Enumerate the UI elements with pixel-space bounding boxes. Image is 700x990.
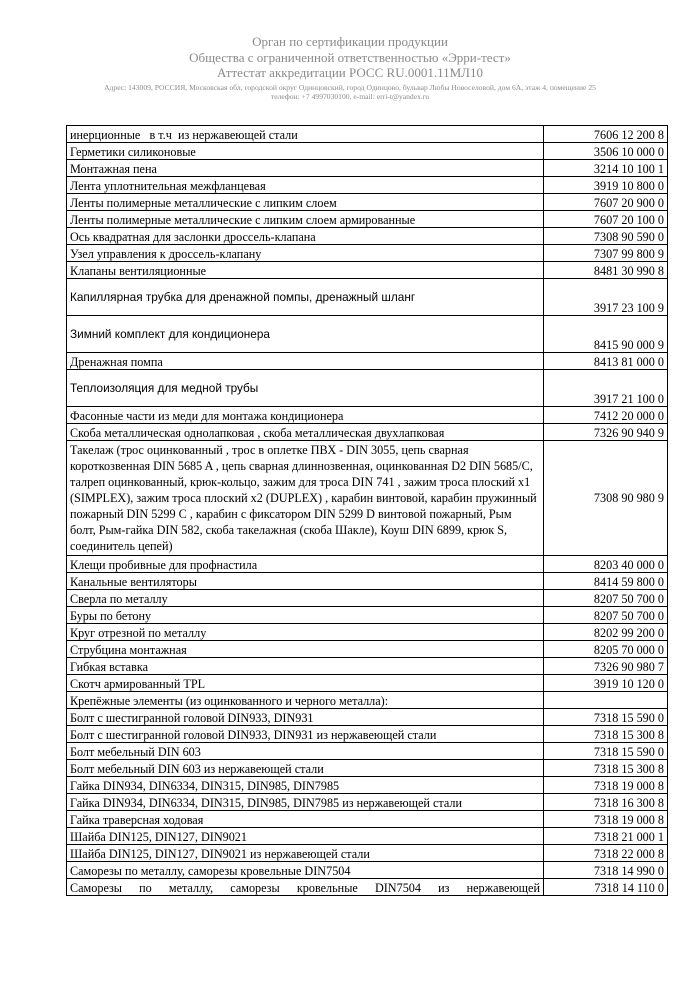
product-name-cell: Буры по бетону xyxy=(67,607,544,624)
table-row xyxy=(67,407,668,424)
tn-ved-code-cell: 7318 19 000 8 xyxy=(544,811,668,828)
tn-ved-code-cell: 7318 15 300 8 xyxy=(544,760,668,777)
header-organ-title: Орган по сертификации продукции xyxy=(252,34,448,49)
table-row xyxy=(67,607,668,624)
tn-ved-code-cell: 7318 15 590 0 xyxy=(544,743,668,760)
table-row xyxy=(67,879,668,896)
tn-ved-code-cell: 8203 40 000 0 xyxy=(544,556,668,573)
header-contacts: телефон: +7 4997030100, e-mail: erri-t@yandex.ru xyxy=(270,92,430,101)
product-name-cell: Круг отрезной по металлу xyxy=(67,624,544,641)
table-row xyxy=(67,573,668,590)
product-name-cell: Гайка DIN934, DIN6334, DIN315, DIN985, DIN7985 xyxy=(67,777,544,794)
table-row xyxy=(67,316,668,353)
product-name-cell: Теплоизоляция для медной трубы xyxy=(67,370,544,407)
table-row xyxy=(67,245,668,262)
table-row xyxy=(67,641,668,658)
table-row xyxy=(67,279,668,316)
product-code-table xyxy=(66,125,668,896)
tn-ved-code-cell: 7318 15 590 0 xyxy=(544,709,668,726)
product-name-cell: Саморезы по металлу, саморезы кровельные DIN7504 xyxy=(67,862,544,879)
product-name-cell: Узел управления к дроссель-клапану xyxy=(67,245,544,262)
tn-ved-code-cell: 7606 12 200 8 xyxy=(544,126,668,143)
tn-ved-code-cell: 7308 90 590 0 xyxy=(544,228,668,245)
table-row xyxy=(67,194,668,211)
table-row xyxy=(67,143,668,160)
table-row xyxy=(67,370,668,407)
product-name-cell: Болт мебельный DIN 603 из нержавеющей стали xyxy=(67,760,544,777)
product-name-cell: Ленты полимерные металлические с липким слоем xyxy=(67,194,544,211)
tn-ved-code-cell: 7326 90 980 7 xyxy=(544,658,668,675)
tn-ved-code-cell: 8207 50 700 0 xyxy=(544,590,668,607)
table-row xyxy=(67,441,668,556)
product-rows xyxy=(67,126,668,896)
product-name-cell: Гайка DIN934, DIN6334, DIN315, DIN985, DIN7985 из нержавеющей стали xyxy=(67,794,544,811)
header-address: Адрес: 143009, РОССИЯ, Московская обл, городской округ Одинцовский, город Одинцово, бульвар Любы Новоселовой, дом 6А, этаж 4, помещение 25 xyxy=(104,82,596,92)
table-row xyxy=(67,177,668,194)
product-name-cell: Клещи пробивные для профнастила xyxy=(67,556,544,573)
table-row xyxy=(67,228,668,245)
header-accreditation: Аттестат аккредитации РОСС RU.0001.11МЛ10 xyxy=(217,65,483,80)
table-row xyxy=(67,709,668,726)
product-name-cell: Гайка траверсная ходовая xyxy=(67,811,544,828)
product-name-cell: Скотч армированный TPL xyxy=(67,675,544,692)
table-row xyxy=(67,556,668,573)
tn-ved-code-cell: 3506 10 000 0 xyxy=(544,143,668,160)
product-name-cell: Дренажная помпа xyxy=(67,353,544,370)
tn-ved-code-cell: 7318 14 990 0 xyxy=(544,862,668,879)
product-name-cell: Зимний комплект для кондиционера xyxy=(67,316,544,353)
table-row xyxy=(67,862,668,879)
table-row xyxy=(67,424,668,441)
table-row xyxy=(67,760,668,777)
table-row xyxy=(67,211,668,228)
header-company-name: Общества с ограниченной ответственностью «Эрри-тест» xyxy=(189,49,511,65)
tn-ved-code-cell: 8202 99 200 0 xyxy=(544,624,668,641)
tn-ved-code-cell: 8481 30 990 8 xyxy=(544,262,668,279)
tn-ved-code-cell: 3919 10 800 0 xyxy=(544,177,668,194)
tn-ved-code-cell: 3917 21 100 0 xyxy=(544,370,668,407)
product-name-cell: Струбцина монтажная xyxy=(67,641,544,658)
product-name-cell: Ленты полимерные металлические с липким слоем армированные xyxy=(67,211,544,228)
certification-body-header xyxy=(60,34,640,102)
product-name-cell: Шайба DIN125, DIN127, DIN9021 из нержавеющей стали xyxy=(67,845,544,862)
product-name-cell: Капиллярная трубка для дренажной помпы, дренажный шланг xyxy=(67,279,544,316)
table-row xyxy=(67,262,668,279)
product-name-cell: инерционные в т.ч из нержавеющей стали xyxy=(67,126,544,143)
tn-ved-code-cell: 8205 70 000 0 xyxy=(544,641,668,658)
table-row xyxy=(67,726,668,743)
table-row xyxy=(67,353,668,370)
tn-ved-code-cell: 7318 14 110 0 xyxy=(544,879,668,896)
product-name-cell: Болт мебельный DIN 603 xyxy=(67,743,544,760)
table-row xyxy=(67,743,668,760)
tn-ved-code-cell: 7318 16 300 8 xyxy=(544,794,668,811)
product-name-cell: Клапаны вентиляционные xyxy=(67,262,544,279)
tn-ved-code-cell: 7412 20 000 0 xyxy=(544,407,668,424)
product-name-cell: Болт с шестигранной головой DIN933, DIN931 из нержавеющей стали xyxy=(67,726,544,743)
tn-ved-code-cell: 8207 50 700 0 xyxy=(544,607,668,624)
product-name-cell: Ось квадратная для заслонки дроссель-клапана xyxy=(67,228,544,245)
table-row xyxy=(67,658,668,675)
product-name-cell: Сверла по металлу xyxy=(67,590,544,607)
table-row xyxy=(67,845,668,862)
tn-ved-code-cell xyxy=(544,692,668,709)
product-name-cell: Скоба металлическая однолапковая , скоба металлическая двухлапковая xyxy=(67,424,544,441)
product-name-cell: Крепёжные элементы (из оцинкованного и черного металла): xyxy=(67,692,544,709)
tn-ved-code-cell: 7308 90 980 9 xyxy=(544,441,668,556)
table-row xyxy=(67,794,668,811)
table-row xyxy=(67,675,668,692)
tn-ved-code-cell: 7318 19 000 8 xyxy=(544,777,668,794)
table-row xyxy=(67,692,668,709)
tn-ved-code-cell: 7307 99 800 9 xyxy=(544,245,668,262)
product-name-cell: Лента уплотнительная межфланцевая xyxy=(67,177,544,194)
product-name-cell: Канальные вентиляторы xyxy=(67,573,544,590)
tn-ved-code-cell: 7318 21 000 1 xyxy=(544,828,668,845)
tn-ved-code-cell: 7607 20 100 0 xyxy=(544,211,668,228)
tn-ved-code-cell: 3919 10 120 0 xyxy=(544,675,668,692)
product-name-cell: Болт с шестигранной головой DIN933, DIN931 xyxy=(67,709,544,726)
table-row xyxy=(67,777,668,794)
tn-ved-code-cell: 7607 20 900 0 xyxy=(544,194,668,211)
tn-ved-code-cell: 8414 59 800 0 xyxy=(544,573,668,590)
product-name-cell: Такелаж (трос оцинкованный , трос в оплетке ПВХ - DIN 3055, цепь сварная короткозвенная DIN 5685 A , цепь сварная длиннозвенная, оцинкованная D2 DIN 5685/C, талреп оцинкованный, крюк-кольцо, зажим для троса DIN 741 , зажим троса плоский x1 (SIMPLEX), зажим троса плоский x2 (DUPLEX) , карабин винтовой, карабин пружинный пожарный DIN 5299 C , карабин с фиксатором DIN 5299 D винтовой пожарный, Рым болт, Рым-гайка DIN 582, скоба такелажная (скоба Шакле), Коуш DIN 6899, крюк S, соединитель цепей) xyxy=(67,441,544,556)
tn-ved-code-cell: 7318 22 000 8 xyxy=(544,845,668,862)
table-row xyxy=(67,811,668,828)
table-row xyxy=(67,828,668,845)
table-row xyxy=(67,624,668,641)
tn-ved-code-cell: 8413 81 000 0 xyxy=(544,353,668,370)
tn-ved-code-cell: 3917 23 100 9 xyxy=(544,279,668,316)
product-name-cell: Шайба DIN125, DIN127, DIN9021 xyxy=(67,828,544,845)
table-row xyxy=(67,126,668,143)
product-name-cell: Монтажная пена xyxy=(67,160,544,177)
table-row xyxy=(67,160,668,177)
tn-ved-code-cell: 7318 15 300 8 xyxy=(544,726,668,743)
product-name-cell: Герметики силиконовые xyxy=(67,143,544,160)
table-row xyxy=(67,590,668,607)
product-name-cell: Саморезы по металлу, саморезы кровельные DIN7504 из нержавеющей xyxy=(67,879,544,896)
tn-ved-code-cell: 7326 90 940 9 xyxy=(544,424,668,441)
product-name-cell: Гибкая вставка xyxy=(67,658,544,675)
tn-ved-code-cell: 3214 10 100 1 xyxy=(544,160,668,177)
product-name-cell: Фасонные части из меди для монтажа кондиционера xyxy=(67,407,544,424)
tn-ved-code-cell: 8415 90 000 9 xyxy=(544,316,668,353)
